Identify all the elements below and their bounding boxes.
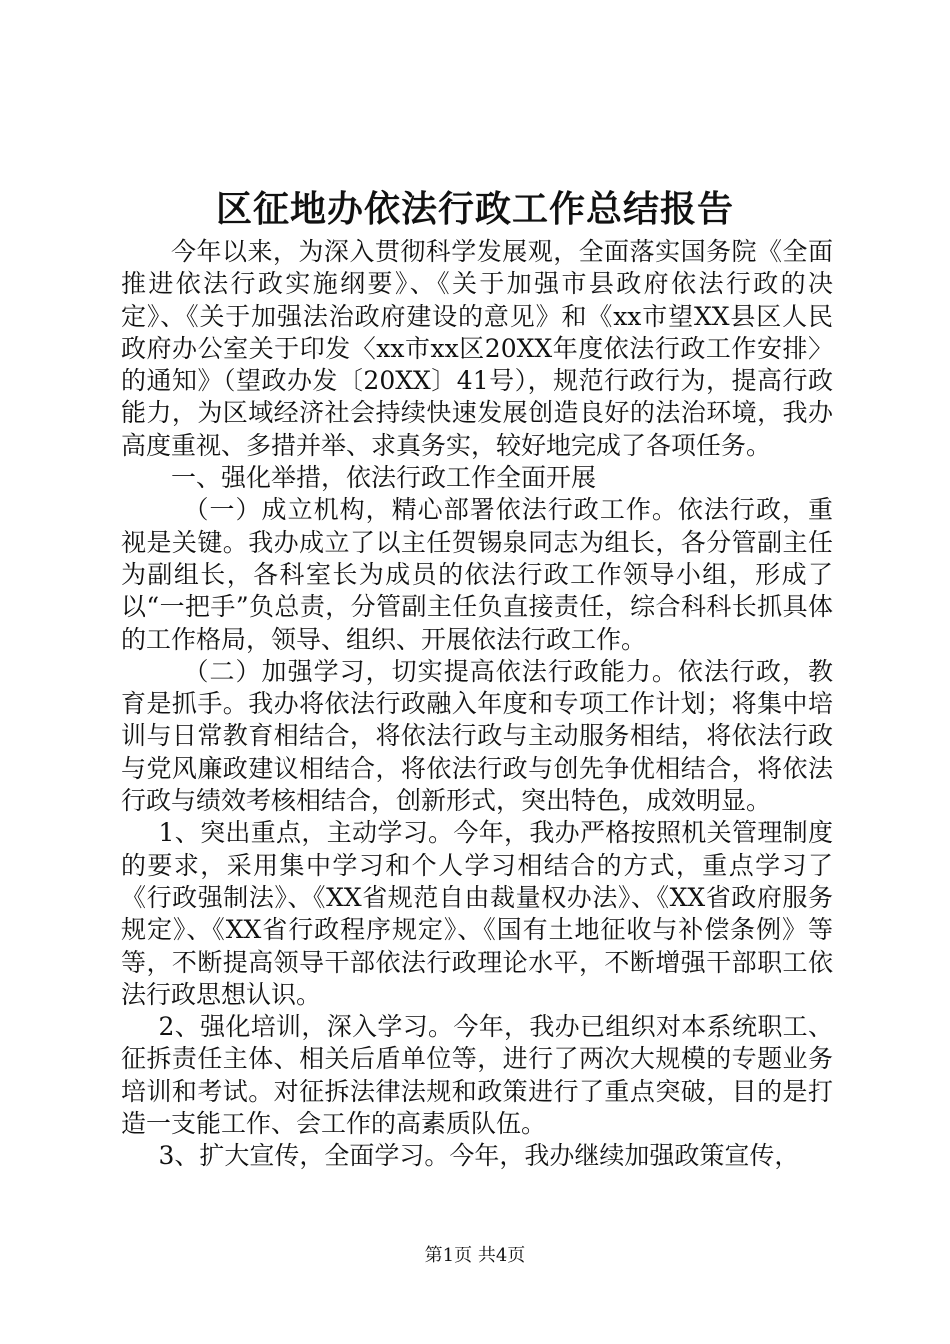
paragraph-item-3: 3、扩大宣传，全面学习。今年，我办继续加强政策宣传，: [158, 1141, 800, 1171]
document-body: [121, 236, 833, 1173]
page-number-footer: 第1页 共4页: [424, 1245, 526, 1266]
document-title: 区征地办依法行政工作总结报告: [215, 188, 734, 230]
paragraph-item-1: 1、突出重点，主动学习。今年，我办严格按照机关管理制度的要求，采用集中学习和个人学习相结合的方式，重点学习了《行政强制法》、《XX省规范自由裁量权办法》、《XX省政府服务规定》、《XX省行政程序规定》、《国有土地征收与补偿条例》等等，不断提高领导干部依法行政理论水平，不断增强干部职工依法行政思想认识。: [121, 818, 833, 1009]
paragraph-intro: 今年以来，为深入贯彻科学发展观，全面落实国务院《全面推进依法行政实施纲要》、《关于加强市县政府依法行政的决定》、《关于加强法治政府建设的意见》和《xx市望XX县区人民政府办公室关于印发〈xx市xx区20XX年度依法行政工作安排〉的通知》（望政办发〔20XX〕41号），规范行政行为，提高行政能力，为区域经济社会持续快速发展创造良好的法治环境，我办高度重视、多措并举、求真务实，较好地完成了各项任务。: [121, 237, 833, 460]
paragraph-subsection-2: （二）加强学习，切实提高依法行政能力。依法行政，教育是抓手。我办将依法行政融入年度和专项工作计划；将集中培训与日常教育相结合，将依法行政与主动服务相结，将依法行政与党风廉政建议相结合，将依法行政与创先争优相结合，将依法行政与绩效考核相结合，创新形式，突出特色，成效明显。: [121, 656, 833, 816]
section-heading-1: 一、强化举措，依法行政工作全面开展: [171, 463, 597, 493]
paragraph-subsection-1: （一）成立机构，精心部署依法行政工作。依法行政，重视是关键。我办成立了以主任贺锡泉同志为组长，各分管副主任为副组长，各科室长为成员的依法行政工作领导小组，形成了以“一把手”负总责，分管副主任负直接责任，综合科科长抓具体的工作格局，领导、组织、开展依法行政工作。: [121, 495, 833, 654]
paragraph-item-2: 2、强化培训，深入学习。今年，我办已组织对本系统职工、征拆责任主体、相关后盾单位等，进行了两次大规模的专题业务培训和考试。对征拆法律法规和政策进行了重点突破，目的是打造一支能工作、会工作的高素质队伍。: [121, 1012, 833, 1139]
